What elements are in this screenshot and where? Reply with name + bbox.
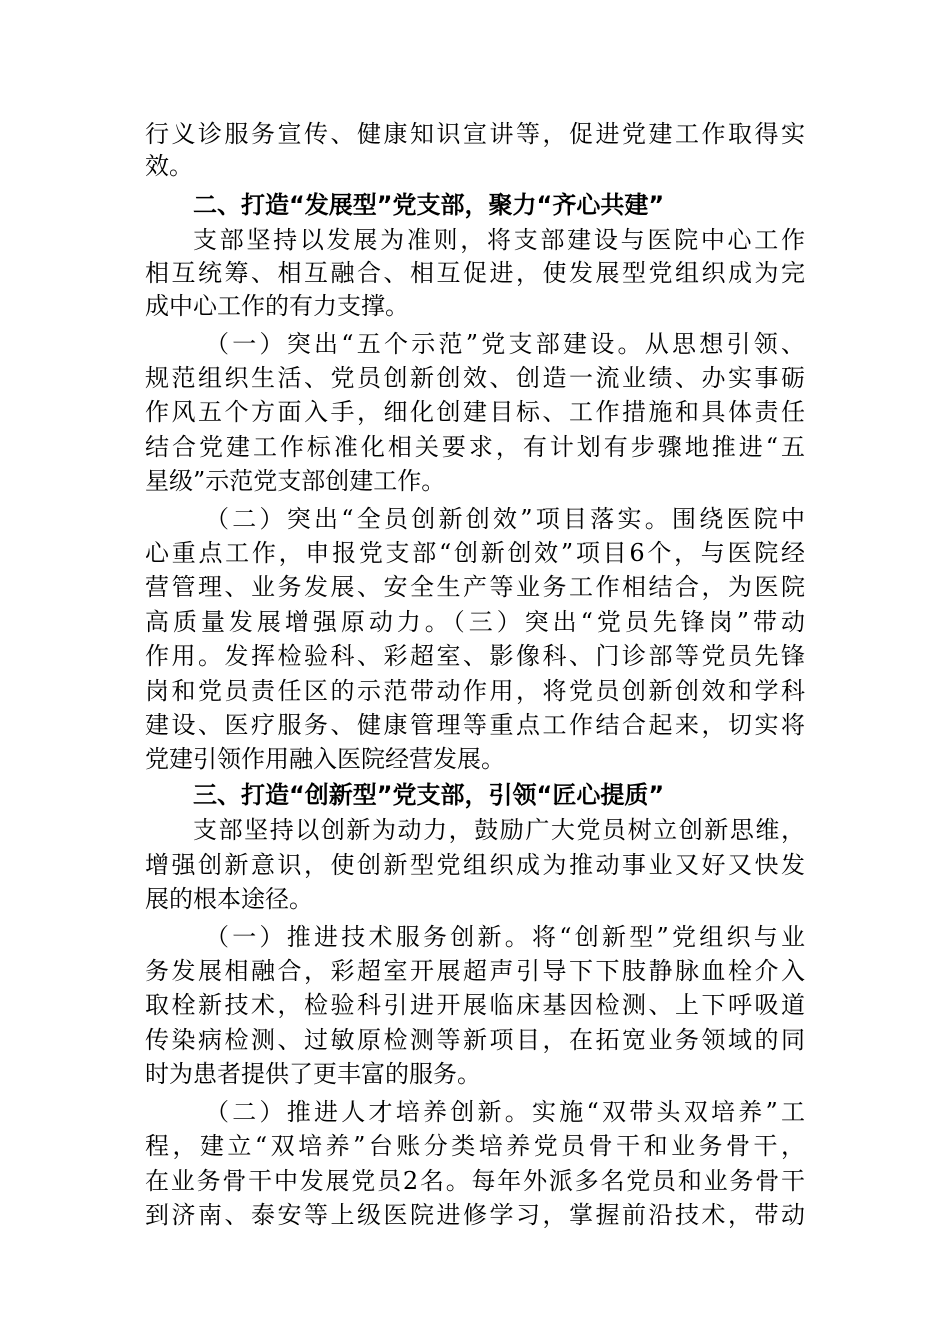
text-line: 在业务骨干中发展党员2名。每年外派多名党员和业务骨干 (145, 1167, 805, 1195)
text-line: 展的根本途径。 (145, 885, 313, 913)
text-line: 增强创新意识，使创新型党组织成为推动事业又好又快发 (145, 851, 805, 879)
text-line: 结合党建工作标准化相关要求，有计划有步骤地推进“五 (145, 433, 805, 461)
text-line: （二）突出“全员创新创效”项目落实。围绕医院中 (205, 505, 805, 533)
section-heading: 三、打造“创新型”党支部，引领“匠心提质” (193, 781, 665, 809)
text-line: （一）突出“五个示范”党支部建设。从思想引领、 (205, 330, 805, 358)
text-line: 星级”示范党支部创建工作。 (145, 467, 446, 495)
text-line: 到济南、泰安等上级医院进修学习，掌握前沿技术，带动 (145, 1201, 805, 1229)
text-line: 支部坚持以发展为准则，将支部建设与医院中心工作 (193, 226, 805, 254)
text-line: 程，建立“双培养”台账分类培养党员骨干和业务骨干， (145, 1132, 805, 1160)
text-line: 作用。发挥检验科、彩超室、影像科、门诊部等党员先锋 (145, 642, 805, 670)
text-line: 取栓新技术，检验科引进开展临床基因检测、上下呼吸道 (145, 991, 805, 1019)
text-line: 规范组织生活、党员创新创效、创造一流业绩、办实事砺 (145, 364, 805, 392)
text-line: （一）推进技术服务创新。将“创新型”党组织与业 (205, 923, 805, 951)
text-line: 建设、医疗服务、健康管理等重点工作结合起来，切实将 (145, 711, 805, 739)
text-line: 务发展相融合，彩超室开展超声引导下下肢静脉血栓介入 (145, 957, 805, 985)
text-line: （二）推进人才培养创新。实施“双带头双培养”工 (205, 1098, 805, 1126)
text-line: 营管理、业务发展、安全生产等业务工作相结合，为医院 (145, 573, 805, 601)
text-line: 高质量发展增强原动力。（三）突出“党员先锋岗”带动 (145, 608, 805, 636)
text-line: 心重点工作，申报党支部“创新创效”项目6个，与医院经 (145, 539, 805, 567)
text-line: 时为患者提供了更丰富的服务。 (145, 1060, 481, 1088)
text-line: 支部坚持以创新为动力，鼓励广大党员树立创新思维， (193, 816, 805, 844)
text-line: 相互统筹、相互融合、相互促进，使发展型党组织成为完 (145, 259, 805, 287)
section-heading: 二、打造“发展型”党支部，聚力“齐心共建” (193, 191, 665, 219)
text-line: 效。 (145, 152, 193, 180)
text-line: 传染病检测、过敏原检测等新项目，在拓宽业务领域的同 (145, 1026, 805, 1054)
text-line: 成中心工作的有力支撑。 (145, 292, 409, 320)
text-line: 党建引领作用融入医院经营发展。 (145, 745, 505, 773)
text-line: 作风五个方面入手，细化创建目标、工作措施和具体责任 (145, 398, 805, 426)
text-line: 行义诊服务宣传、健康知识宣讲等，促进党建工作取得实 (145, 120, 805, 148)
text-line: 岗和党员责任区的示范带动作用，将党员创新创效和学科 (145, 677, 805, 705)
